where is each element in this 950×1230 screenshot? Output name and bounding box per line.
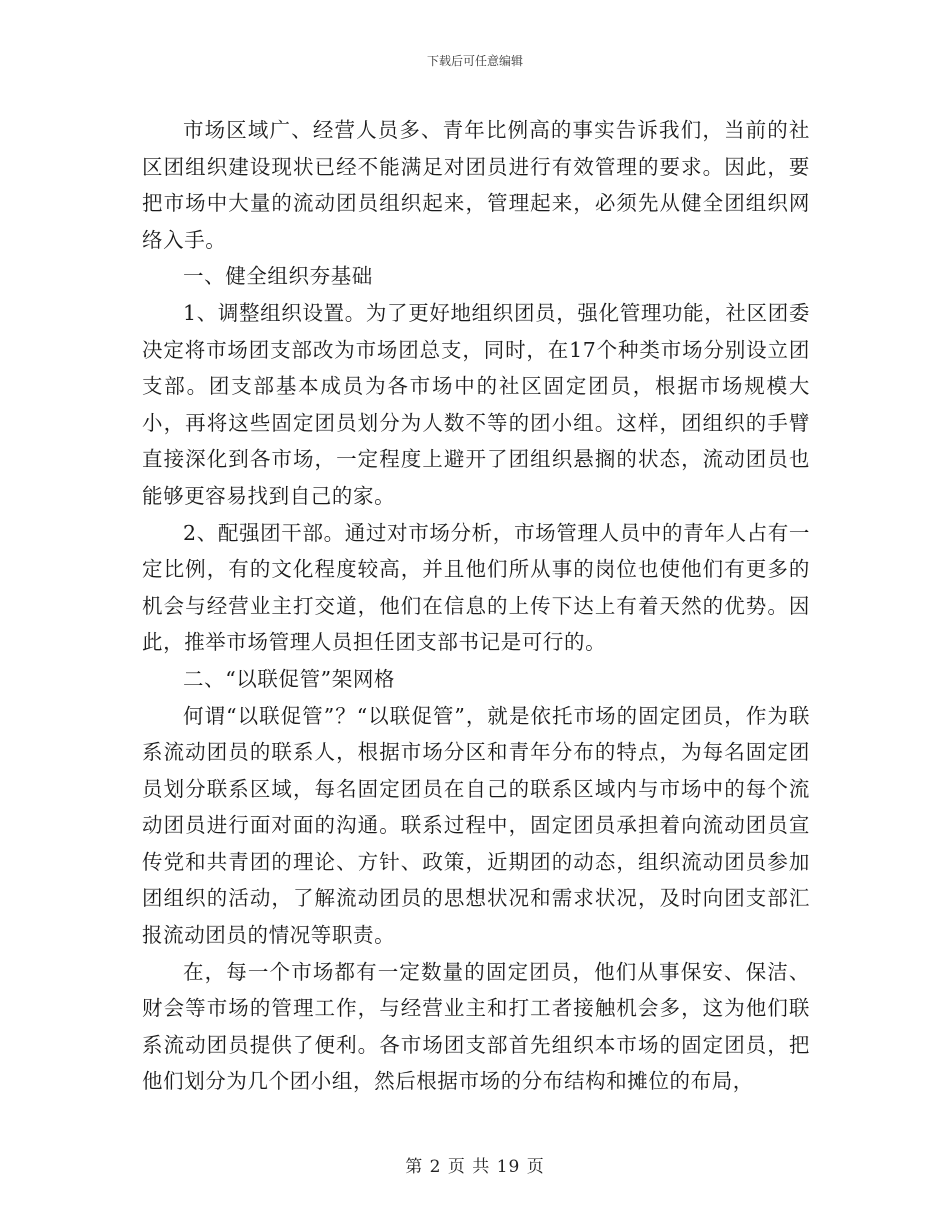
paragraph-strengthen-cadres: 2、配强团干部。通过对市场分析，市场管理人员中的青年人占有一定比例，有的文化程度较高，并且他们所从事的岗位也使他们有更多的机会与经营业主打交道，他们在信息的上传下达上有着天然的优势。因此，推举市场管理人员担任团支部书记是可行的。 — [142, 520, 810, 655]
paragraph-adjust-organization: 1、调整组织设置。为了更好地组织团员，强化管理功能，社区团委决定将市场团支部改为市场团总支，同时，在17个种类市场分别设立团支部。团支部基本成员为各市场中的社区固定团员，根据市场规模大小，再将这些固定团员划分为人数不等的团小组。这样，团组织的手臂直接深化到各市场，一定程度上避开了团组织悬搁的状态，流动团员也能够更容易找到自己的家。 — [142, 300, 810, 508]
paragraph-fixed-members: 在，每一个市场都有一定数量的固定团员，他们从事保安、保洁、财会等市场的管理工作，与经营业主和打工者接触机会多，这为他们联系流动团员提供了便利。各市场团支部首先组织本市场的固定团员，把他们划分为几个团小组，然后根据市场的分布结构和摊位的布局， — [142, 959, 810, 1094]
header-note: 下载后可任意编辑 — [426, 54, 523, 68]
body-text — [142, 112, 810, 1100]
section-heading-2: 二、“以联促管”架网格 — [183, 666, 396, 691]
paragraph-intro: 市场区域广、经营人员多、青年比例高的事实告诉我们，当前的社区团组织建设现状已经不能满足对团员进行有效管理的要求。因此，要把市场中大量的流动团员组织起来，管理起来，必须先从健全团组织网络入手。 — [142, 118, 810, 252]
page-number-footer: 第 2 页 共 19 页 — [405, 1157, 545, 1177]
section-heading-1: 一、健全组织夯基础 — [183, 264, 373, 289]
paragraph-liaison-management: 何谓“以联促管”？“以联促管”，就是依托市场的固定团员，作为联系流动团员的联系人，根据市场分区和青年分布的特点，为每名固定团员划分联系区域，每名固定团员在自己的联系区域内与市场中的每个流动团员进行面对面的沟通。联系过程中，固定团员承担着向流动团员宣传党和共青团的理论、方针、政策，近期团的动态，组织流动团员参加团组织的活动，了解流动团员的思想状况和需求状况，及时向团支部汇报流动团员的情况等职责。 — [142, 703, 810, 948]
